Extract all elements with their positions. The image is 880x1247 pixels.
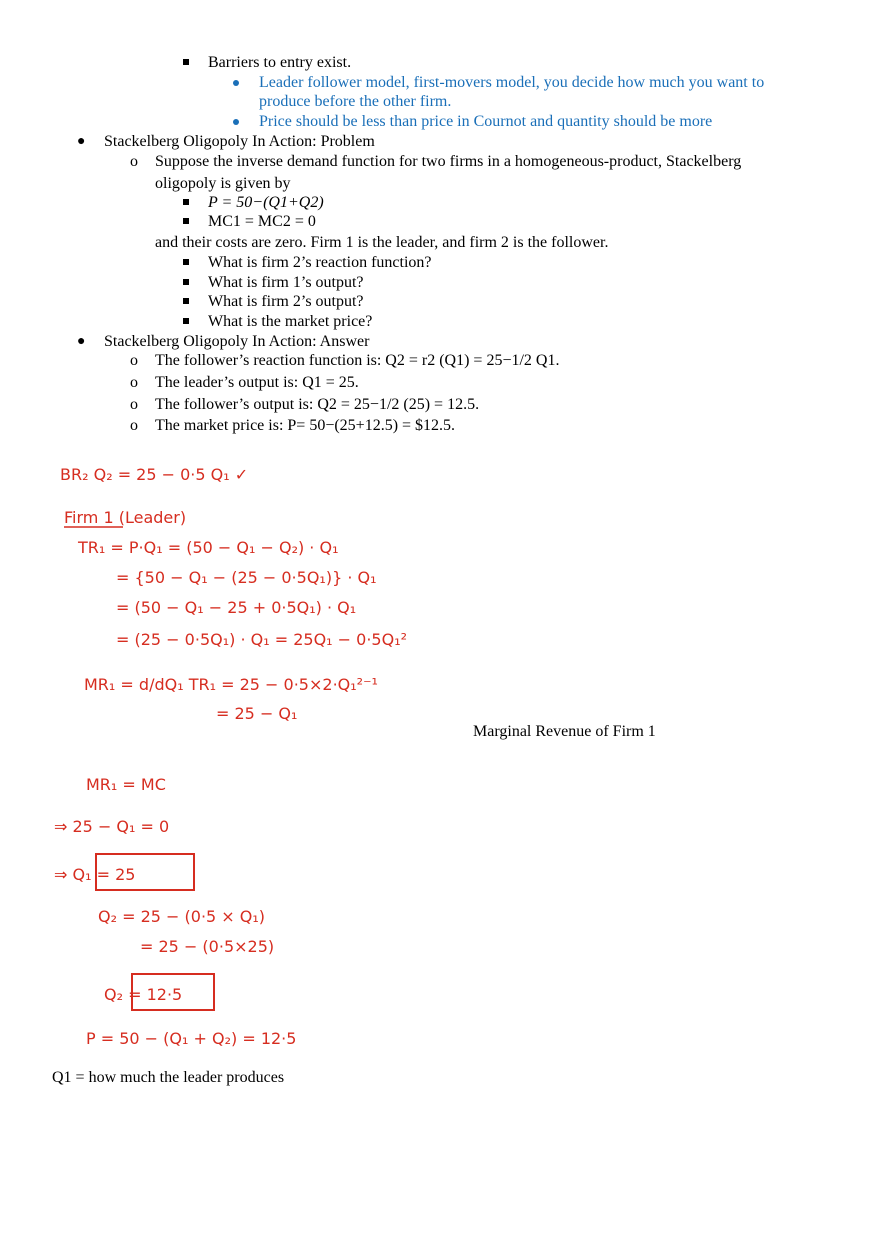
hw2-line5: = 25 − (0·5×25) xyxy=(140,937,275,956)
q1-definition: Q1 = how much the leader produces xyxy=(52,1069,285,1086)
hw1-line4: = {50 − Q₁ − (25 − 0·5Q₁)} · Q₁ xyxy=(116,568,377,587)
bullet-dot-icon xyxy=(233,80,239,86)
square-bullet-icon xyxy=(183,218,189,224)
question-3: What is firm 2’s output? xyxy=(208,293,364,310)
mr-caption: Marginal Revenue of Firm 1 xyxy=(473,723,656,740)
hw2-line6: Q₂ = 12·5 xyxy=(104,985,183,1004)
hw2-line4: Q₂ = 25 − (0·5 × Q₁) xyxy=(98,907,266,926)
hw1-line5: = (50 − Q₁ − 25 + 0·5Q₁) · Q₁ xyxy=(116,598,357,617)
costs-zero-line: and their costs are zero. Firm 1 is the leader, and firm 2 is the follower. xyxy=(155,234,609,251)
answer-heading: Stackelberg Oligopoly In Action: Answer xyxy=(104,333,370,350)
circle-bullet-icon: o xyxy=(130,396,138,413)
leader-follower-note-line2: produce before the other firm. xyxy=(259,93,452,110)
hw1-line1: BR₂ Q₂ = 25 − 0·5 Q₁ ✓ xyxy=(60,465,249,484)
circle-bullet-icon: o xyxy=(130,417,138,434)
question-1: What is firm 2’s reaction function? xyxy=(208,254,432,271)
square-bullet-icon xyxy=(183,279,189,285)
bullet-dot-icon xyxy=(233,119,239,125)
mc-equation: MC1 = MC2 = 0 xyxy=(208,213,316,230)
square-bullet-icon xyxy=(183,298,189,304)
price-note: Price should be less than price in Cournot and quantity should be more xyxy=(259,113,713,130)
square-bullet-icon xyxy=(183,199,189,205)
demand-equation: P = 50−(Q1+Q2) xyxy=(208,194,324,211)
hw1-line8: = 25 − Q₁ xyxy=(216,704,298,723)
circle-bullet-icon: o xyxy=(130,374,138,391)
answer-3: The follower’s output is: Q2 = 25−1/2 (25) = 12.5. xyxy=(155,396,480,413)
barriers-item: Barriers to entry exist. xyxy=(208,54,352,71)
bullet-dot-icon: ● xyxy=(77,134,86,149)
problem-heading: Stackelberg Oligopoly In Action: Problem xyxy=(104,133,375,150)
square-bullet-icon xyxy=(183,59,189,65)
circle-bullet-icon: o xyxy=(130,153,138,170)
leader-follower-note-line1: Leader follower model, first-movers model, you decide how much you want to xyxy=(259,74,765,91)
square-bullet-icon xyxy=(183,318,189,324)
hw1-line7: MR₁ = d/dQ₁ TR₁ = 25 − 0·5×2·Q₁²⁻¹ xyxy=(84,675,378,694)
square-bullet-icon xyxy=(183,259,189,265)
hw2-line1: MR₁ = MC xyxy=(86,775,166,794)
question-4: What is the market price? xyxy=(208,313,373,330)
handwritten-solution xyxy=(48,760,388,1060)
hw1-line2: Firm 1 (Leader) xyxy=(64,508,187,527)
hw2-line2: ⇒ 25 − Q₁ = 0 xyxy=(54,817,170,836)
suppose-line1: Suppose the inverse demand function for two firms in a homogeneous-product, Stackelberg xyxy=(155,153,742,170)
answer-4: The market price is: P= 50−(25+12.5) = $12.5. xyxy=(155,417,456,434)
hw1-line3: TR₁ = P·Q₁ = (50 − Q₁ − Q₂) · Q₁ xyxy=(78,538,339,557)
hw2-line3: ⇒ Q₁ = 25 xyxy=(54,865,136,884)
hw1-line6: = (25 − 0·5Q₁) · Q₁ = 25Q₁ − 0·5Q₁² xyxy=(116,630,408,649)
hw2-line7: P = 50 − (Q₁ + Q₂) = 12·5 xyxy=(86,1029,297,1048)
bullet-dot-icon: ● xyxy=(77,334,86,349)
circle-bullet-icon: o xyxy=(130,352,138,369)
question-2: What is firm 1’s output? xyxy=(208,274,364,291)
handwritten-tr-derivation xyxy=(48,445,468,725)
answer-1: The follower’s reaction function is: Q2 = r2 (Q1) = 25−1/2 Q1. xyxy=(155,352,560,369)
suppose-line2: oligopoly is given by xyxy=(155,175,291,192)
answer-2: The leader’s output is: Q1 = 25. xyxy=(155,374,359,391)
